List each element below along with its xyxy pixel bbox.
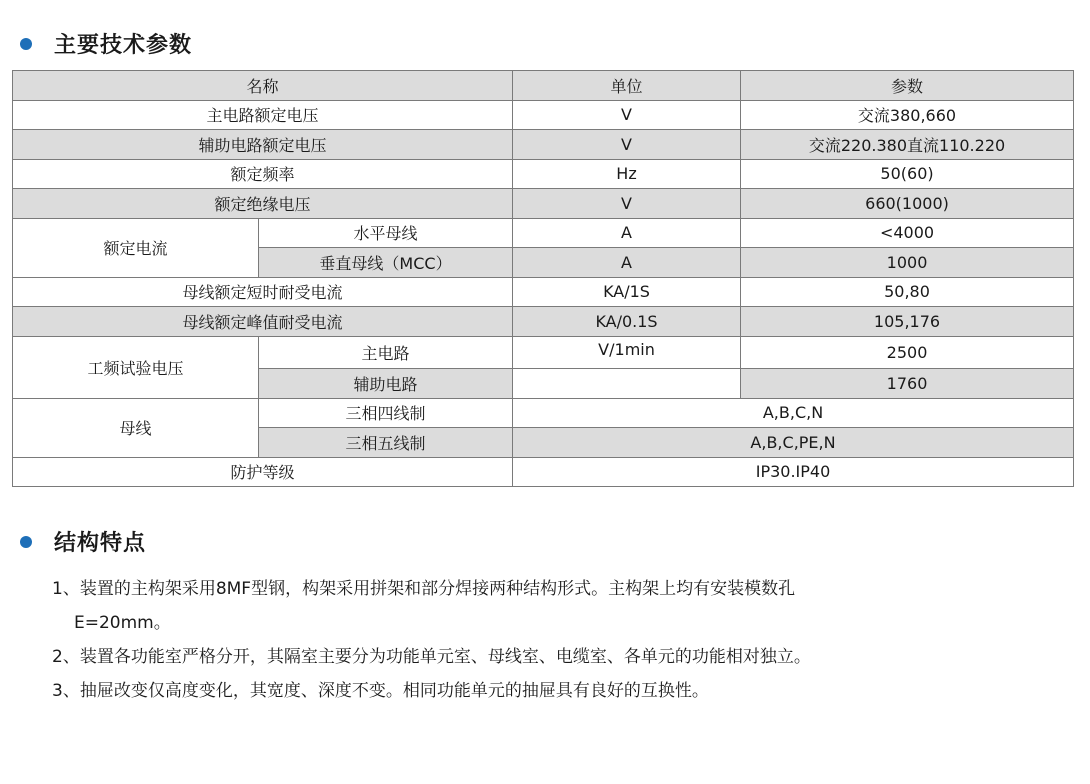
cell-unit: A bbox=[513, 248, 741, 278]
cell-value: 交流220.380直流110.220 bbox=[741, 130, 1074, 160]
table-row bbox=[13, 307, 1074, 337]
cell-value: 50(60) bbox=[741, 159, 1074, 189]
cell-value: <4000 bbox=[741, 218, 1074, 248]
cell-group-name: 工频试验电压 bbox=[13, 336, 259, 398]
cell-value: 105,176 bbox=[741, 307, 1074, 337]
table-row bbox=[13, 218, 1074, 248]
cell-unit: V bbox=[513, 100, 741, 130]
cell-value: A,B,C,N bbox=[513, 398, 1074, 428]
cell-value: 1760 bbox=[741, 369, 1074, 399]
table-row bbox=[13, 189, 1074, 219]
cell-group-name: 额定电流 bbox=[13, 218, 259, 277]
cell-unit: V/1min bbox=[513, 336, 741, 369]
feature-item-3: 3、抽屉改变仅高度变化，其宽度、深度不变。相同功能单元的抽屉具有良好的互换性。 bbox=[52, 681, 709, 701]
cell-unit: Hz bbox=[513, 159, 741, 189]
section-title: 结构特点 bbox=[54, 531, 147, 556]
cell-value: IP30.IP40 bbox=[513, 457, 1074, 487]
section-heading-parameters bbox=[20, 28, 192, 59]
section-heading-features bbox=[20, 526, 146, 557]
spec-table bbox=[12, 70, 1074, 487]
section-title: 主要技术参数 bbox=[54, 33, 193, 58]
cell-value: 660(1000) bbox=[741, 189, 1074, 219]
table-header-row bbox=[13, 71, 1074, 101]
cell-name: 防护等级 bbox=[13, 457, 513, 487]
feature-item-1-continued: E=20mm。 bbox=[74, 613, 171, 633]
feature-item-1: 1、装置的主构架采用8MF型钢，构架采用拼架和部分焊接两种结构形式。主构架上均有安装模数孔 bbox=[52, 579, 796, 599]
table-row bbox=[13, 159, 1074, 189]
cell-group-name: 母线 bbox=[13, 398, 259, 457]
cell-name: 母线额定短时耐受电流 bbox=[13, 277, 513, 307]
table-row bbox=[13, 100, 1074, 130]
cell-name: 母线额定峰值耐受电流 bbox=[13, 307, 513, 337]
cell-subname: 水平母线 bbox=[259, 218, 513, 248]
cell-unit-empty bbox=[513, 369, 741, 399]
cell-unit: V bbox=[513, 189, 741, 219]
cell-value: 2500 bbox=[741, 336, 1074, 369]
cell-unit: KA/1S bbox=[513, 277, 741, 307]
cell-subname: 垂直母线（MCC） bbox=[259, 248, 513, 278]
feature-list bbox=[52, 572, 1062, 708]
feature-item-2: 2、装置各功能室严格分开，其隔室主要分为功能单元室、母线室、电缆室、各单元的功能相对独立。 bbox=[52, 647, 811, 667]
table-row bbox=[13, 398, 1074, 428]
cell-subname: 辅助电路 bbox=[259, 369, 513, 399]
cell-name: 额定绝缘电压 bbox=[13, 189, 513, 219]
cell-unit: V bbox=[513, 130, 741, 160]
cell-name: 主电路额定电压 bbox=[13, 100, 513, 130]
cell-unit: A bbox=[513, 218, 741, 248]
cell-subname: 三相五线制 bbox=[259, 428, 513, 458]
header-unit: 单位 bbox=[513, 71, 741, 101]
cell-value: A,B,C,PE,N bbox=[513, 428, 1074, 458]
cell-name: 额定频率 bbox=[13, 159, 513, 189]
header-name: 名称 bbox=[13, 71, 513, 101]
table-row bbox=[13, 457, 1074, 487]
table-row bbox=[13, 336, 1074, 369]
bullet-dot-icon bbox=[20, 38, 32, 50]
header-value: 参数 bbox=[741, 71, 1074, 101]
cell-subname: 主电路 bbox=[259, 336, 513, 369]
cell-value: 交流380,660 bbox=[741, 100, 1074, 130]
table-row bbox=[13, 277, 1074, 307]
cell-value: 1000 bbox=[741, 248, 1074, 278]
cell-subname: 三相四线制 bbox=[259, 398, 513, 428]
cell-value: 50,80 bbox=[741, 277, 1074, 307]
table-row bbox=[13, 130, 1074, 160]
cell-unit: KA/0.1S bbox=[513, 307, 741, 337]
cell-name: 辅助电路额定电压 bbox=[13, 130, 513, 160]
bullet-dot-icon bbox=[20, 536, 32, 548]
